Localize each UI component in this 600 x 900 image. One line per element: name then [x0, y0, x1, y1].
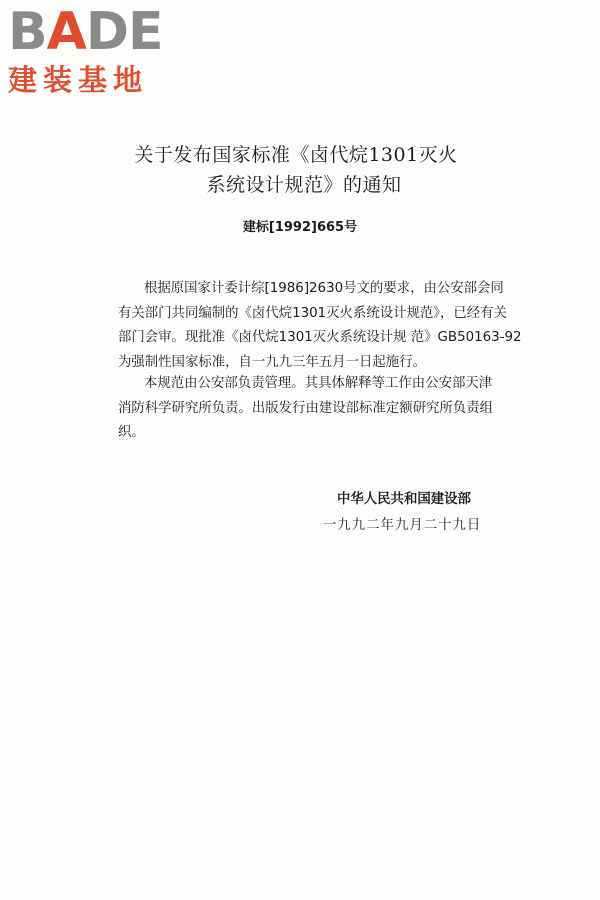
issuer-signature: 中华人民共和国建设部 — [337, 492, 471, 507]
document-number: 建标[1992]665号 — [242, 220, 358, 235]
paragraph-line: 根据原国家计委计综[1986]2630号文的要求，由公安部会同 — [144, 281, 504, 296]
logo-letter-b: B — [8, 2, 47, 62]
paragraph-line: 本规范由公安部负责管理。其具体解释等工作由公安部天津 — [144, 376, 493, 391]
issue-date: 一九九二年九月二十九日 — [323, 518, 482, 533]
logo-subtitle: 建装基地 — [8, 63, 149, 97]
logo-wordmark — [8, 2, 183, 62]
paragraph-line: 织。 — [118, 425, 145, 440]
logo-letter-a: A — [46, 2, 86, 62]
paragraph-line: 为强制性国家标准，自一九九三年五月一日起施行。 — [118, 354, 426, 370]
bade-logo — [8, 2, 183, 97]
paragraph-line: 消防科学研究所负责。出版发行由建设部标准定额研究所负责组 — [118, 400, 493, 416]
logo-letters-de: DE — [85, 2, 163, 62]
notice-title-line-2: 系统设计规范》的通知 — [206, 174, 402, 196]
body-paragraph-1 — [118, 277, 522, 375]
paragraph-line: 有关部门共同编制的《卤代烷1301灭火系统设计规范》，已经有关 — [118, 305, 507, 321]
paragraph-line: 部门会审。现批准《卤代烷1301灭火系统设计规 范》GB50163-92 — [118, 330, 522, 345]
body-paragraph-2 — [118, 372, 518, 446]
notice-title-line-1: 关于发布国家标准《卤代烷1301灭火 — [134, 144, 458, 166]
